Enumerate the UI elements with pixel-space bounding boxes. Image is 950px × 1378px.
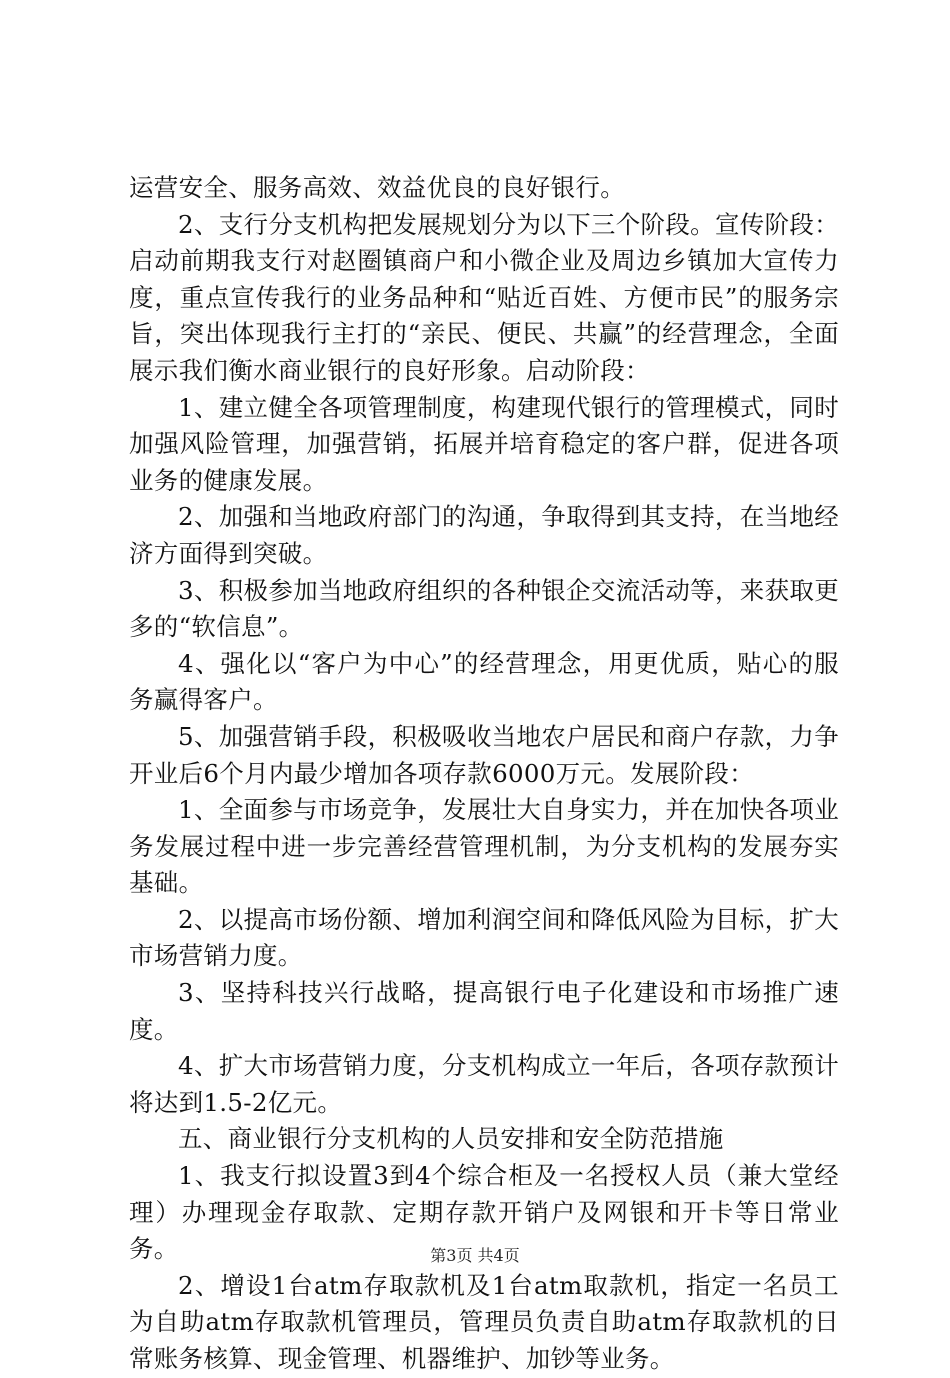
section-heading-staffing: 五、商业银行分支机构的人员安排和安全防范措施 [178, 1124, 724, 1154]
paragraph-startup-item-4: 4、强化以“客户为中心”的经营理念，用更优质，贴心的服务赢得客户。 [129, 648, 839, 715]
paragraph-growth-item-3: 3、坚持科技兴行战略，提高银行电子化建设和市场推广速度。 [129, 978, 839, 1044]
paragraph-startup-item-1: 1、建立健全各项管理制度，构建现代银行的管理模式，同时加强风险管理，加强营销，拓展并培育稳定的客户群，促进各项业务的健康发展。 [129, 392, 839, 495]
page-footer: 第3页 共4页 [430, 1246, 520, 1265]
paragraph-growth-item-2: 2、以提高市场份额、增加利润空间和降低风险为目标，扩大市场营销力度。 [129, 904, 839, 971]
paragraph-development-plan: 2、支行分支机构把发展规划分为以下三个阶段。宣传阶段：启动前期我支行对赵圈镇商户和小微企业及周边乡镇加大宣传力度，重点宣传我行的业务品种和“贴近百姓、方便市民”的服务宗旨，突出体现我行主打的“亲民、便民、共赢”的经营理念，全面展示我们衡水商业银行的良好形象。启动阶段： [129, 209, 839, 385]
paragraph-startup-item-2: 2、加强和当地政府部门的沟通，争取得到其支持，在当地经济方面得到突破。 [129, 502, 839, 568]
paragraph-continuation: 运营安全、服务高效、效益优良的良好银行。 [129, 173, 625, 202]
paragraph-growth-item-1: 1、全面参与市场竞争，发展壮大自身实力，并在加快各项业务发展过程中进一步完善经营管理机制，为分支机构的发展夯实基础。 [129, 795, 839, 898]
paragraph-staffing-item-2: 2、增设1台atm存取款机及1台atm取款机，指定一名员工为自助atm存取款机管理员，管理员负责自助atm存取款机的日常账务核算、现金管理、机器维护、加钞等业务。 [129, 1270, 839, 1373]
paragraph-growth-item-4: 4、扩大市场营销力度，分支机构成立一年后，各项存款预计将达到1.5-2亿元。 [129, 1051, 839, 1117]
paragraph-staffing-item-1: 1、我支行拟设置3到4个综合柜及一名授权人员（兼大堂经理）办理现金存取款、定期存款开销户及网银和开卡等日常业务。 [129, 1161, 839, 1264]
paragraph-startup-item-5: 5、加强营销手段，积极吸收当地农户居民和商户存款，力争开业后6个月内最少增加各项存款6000万元。发展阶段： [129, 721, 839, 788]
document-body [129, 170, 839, 1378]
paragraph-startup-item-3: 3、积极参加当地政府组织的各种银企交流活动等，来获取更多的“软信息”。 [129, 575, 839, 642]
